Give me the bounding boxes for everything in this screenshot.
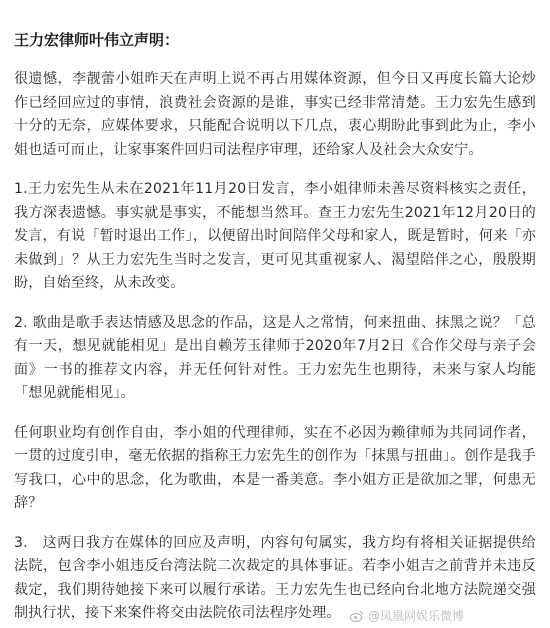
paragraph-point-2: 2. 歌曲是歌手表达情感及思念的作品，这是人之常情，何来扭曲、抹黑之说？「总有一天，想见就能相见」是出自赖芳玉律师于2020年7月2日《合作父母与亲子会面》一书的推荐文内容，并无任何针对性。王力宏先生也期待，未来与家人均能「想见就能相见」。 [14,314,536,401]
statement-title: 王力宏律师叶伟立声明： [14,31,180,49]
paragraph-point-1: 1.王力宏先生从未在2021年11月20日发言，李小姐律师未善尽资料核实之责任，我方深表遗憾。事实就是事实，不能想当然耳。查王力宏先生2021年12月20日的发言，有说「暂时退出工作」，以便留出时间陪伴父母和家人，既是暂时，何来「亦未做到」？从王力宏先生当时之发言，更可见其重视家人、渴望陪伴之心，殷殷期盼，自始至终，从未改变。 [14,181,536,291]
paragraph-point-3: 3. 这两日我方在媒体的回应及声明，内容句句属实，我方均有将相关证据提供给法院，包含李小姐违反台湾法院二次裁定的具体事证。若李小姐吉之前背并未违反裁定，我们期待她接下来可以履行承诺。王力宏先生也已经向台北地方法院递交强制执行状，接下来案件将交由法院依司法程序处理。 [14,534,536,621]
paragraph-intro: 很遗憾，李靓蕾小姐昨天在声明上说不再占用媒体资源，但今日又再度长篇大论炒作已经回应过的事情，浪费社会资源的是谁，事实已经非常清楚。王力宏先生感到十分的无奈，应媒体要求，只能配合说明以下几点，衷心期盼此事到此为止，李小姐也适可而止，让家事案件回归司法程序审理，还给家人及社会大众安宁。 [14,71,536,158]
watermark-text: @凤凰网娱乐微博 [367,609,464,623]
paragraph-creative-freedom: 任何职业均有创作自由，李小姐的代理律师，实在不必因为赖律师为共同词作者，一贯的过度引申，毫无依据的指称王力宏先生的创作为「抹黑与扭曲」。创作是我手写我口，心中的思念，化为歌曲，本是一番美意。李小姐方正是欲加之罪，何患无辞？ [14,424,536,511]
